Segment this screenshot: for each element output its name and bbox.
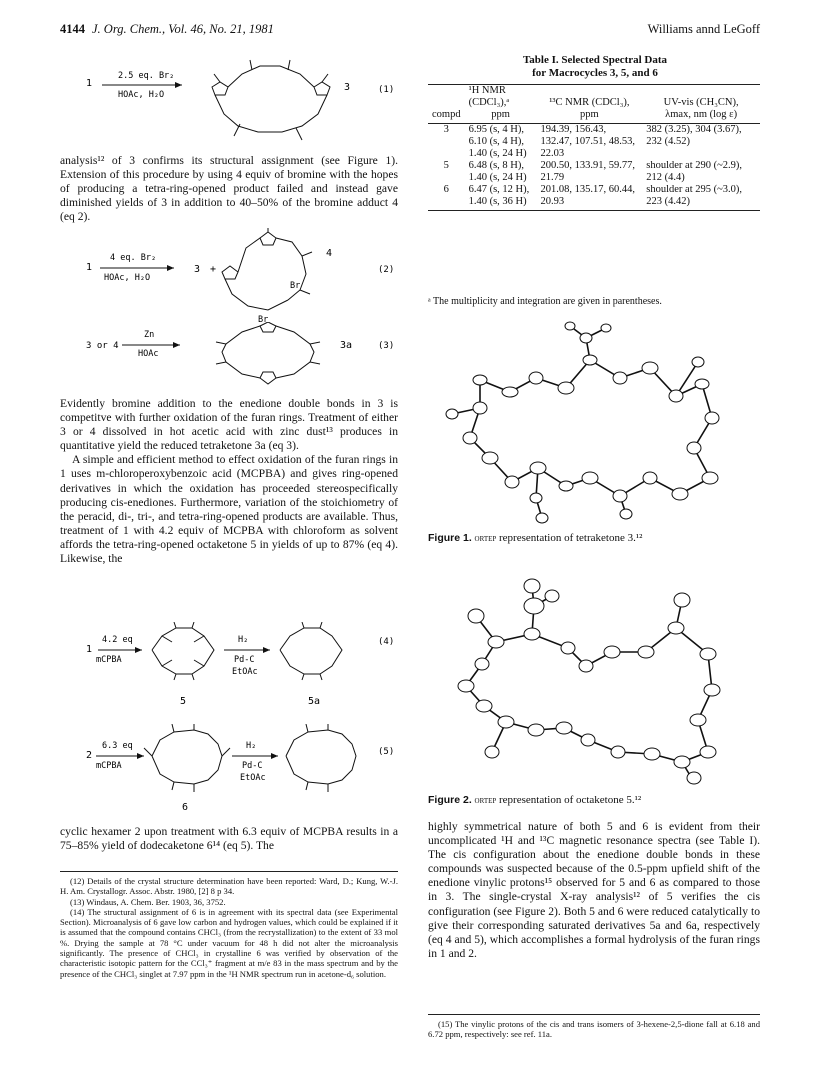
col-header-c-nmr-2: ppm — [536, 109, 642, 124]
equation-3-scheme — [82, 322, 404, 392]
macrocycle-3-structure — [212, 60, 330, 140]
eq2-plus-sign: + — [210, 264, 217, 275]
eq4-start-label: 1 — [86, 644, 93, 655]
footnote-12: (12) Details of the crystal structure determination have been reported: Ward, D.; Kung, W.-J. H. Am. Crystallogr. Assoc. Abstr. 1980, [2] 8 p 34. — [60, 876, 398, 897]
eq2-reagent-bottom: HOAc, H₂O — [104, 273, 151, 283]
running-authors: Williams annd LeGoff — [647, 22, 760, 36]
bromine-adduct-4-structure — [222, 228, 312, 310]
table-row — [428, 124, 760, 161]
equation-1-scheme — [82, 52, 404, 152]
cell-c-nmr: 194.39, 156.43, 132.47, 107.51, 48.53, 22.03 — [540, 124, 635, 159]
footnote-right — [428, 1019, 760, 1040]
figure-2-ortep-drawing — [436, 556, 746, 786]
dodecaketone-6-structure — [144, 724, 230, 792]
cell-h-nmr: 6.48 (s, 8 H), 1.40 (s, 24 H) — [468, 160, 527, 183]
col-header-h-nmr-2: (CDCl₃),ᵃ — [468, 97, 510, 108]
eq4-number: (4) — [378, 637, 395, 647]
footnote-rule-right — [428, 1014, 760, 1015]
cell-h-nmr: 6.47 (s, 12 H), 1.40 (s, 36 H) — [465, 184, 537, 211]
cell-c-nmr: 200.50, 133.91, 59.77, 21.79 — [540, 160, 635, 183]
table-row — [428, 184, 760, 211]
eq2-reagent-top: 4 eq. Br₂ — [110, 253, 157, 263]
eq5-start-label: 2 — [86, 750, 93, 761]
eq2-br-label-2: Br — [258, 315, 269, 325]
eq1-product-label: 3 — [344, 82, 351, 93]
eq5-reagent-top: 6.3 eq — [102, 741, 133, 751]
eq1-start-label: 1 — [86, 78, 93, 89]
eq2-product-b-label: 4 — [326, 248, 333, 259]
eq4-reagent2-top: H₂ — [238, 635, 249, 645]
eq4-label-a: 5 — [180, 696, 187, 707]
page-number: 4144 — [60, 22, 85, 36]
eq2-start-label: 1 — [86, 262, 93, 273]
table-row — [428, 160, 760, 184]
paragraph: analysis¹² of 3 confirms its structural assignment (see Figure 1). Extension of this procedure by using 4 equiv of bromine with the hopes of producing a tetra-ring-opened product failed and instead gave diminished yields of 3 in addition to 40–50% of the bromine adduct 4 (eq 2). — [60, 154, 398, 224]
table-title-line-2: for Macrocycles 3, 5, and 6 — [532, 67, 658, 79]
right-text-block — [428, 820, 760, 961]
eq2-br-label-1: Br — [290, 281, 301, 291]
paragraph: Evidently bromine addition to the enedione double bonds in 3 is competitve with further oxidation of the furan rings. Treatment of either 3 or 4 dissolved in hot acetic acid with zinc dust¹³ produces in quantitative yield the reduced tetraketone 3a (eq 3). — [60, 397, 398, 453]
cell-h-nmr: 6.95 (s, 4 H), 6.10 (s, 4 H), 1.40 (s, 24 H) — [468, 124, 527, 159]
cell-compd: 3 — [443, 124, 449, 135]
eq4-reagent-bottom: mCPBA — [96, 655, 122, 665]
figure-1-caption — [428, 532, 760, 544]
eq1-reagent-top: 2.5 eq. Br₂ — [118, 71, 175, 81]
cell-compd: 5 — [443, 160, 449, 171]
tetraketone-3a-structure — [216, 322, 320, 384]
eq4-reagent2-mid: Pd-C — [234, 655, 255, 665]
cell-uv: shoulder at 295 (~3.0), 223 (4.42) — [642, 184, 760, 211]
eq3-reagent-top: Zn — [144, 330, 155, 340]
table-title — [430, 54, 760, 80]
cell-compd: 6 — [428, 184, 465, 211]
left-text-block-3 — [60, 825, 398, 853]
footnote-13: (13) Windaus, A. Chem. Ber. 1903, 36, 3752. — [70, 896, 226, 907]
eq1-reagent-bottom: HOAc, H₂O — [118, 90, 165, 100]
cell-c-nmr: 201.08, 135.17, 60.44, 20.93 — [536, 184, 642, 211]
eq5-reagent-bottom: mCPBA — [96, 761, 122, 771]
footnotes-left — [60, 876, 398, 979]
eq5-reagent2-mid: Pd-C — [242, 761, 263, 771]
figure-1-label: Figure 1. — [428, 532, 472, 544]
journal-citation: J. Org. Chem., Vol. 46, No. 21, 1981 — [92, 22, 274, 36]
eq5-label-a: 6 — [182, 802, 189, 813]
col-header-uv-1: UV-vis (CH₃CN), — [663, 97, 739, 108]
equation-5-scheme — [82, 724, 404, 824]
figure-1-ortep-drawing — [440, 318, 740, 528]
col-header-c-nmr-1: ¹³C NMR (CDCl₃), — [549, 97, 630, 108]
footnote-15: (15) The vinylic protons of the cis and trans isomers of 3-hexene-2,5-dione fall at 6.18 and 6.72 ppm, respectively: see ref. 11a. — [428, 1019, 760, 1040]
eq3-product-label: 3a — [340, 340, 353, 351]
left-text-block-1 — [60, 154, 398, 224]
paragraph: highly symmetrical nature of both 5 and 6 is evident from their uncomplicated ¹H and ¹³C magnetic resonance spectra (see Table I). The cis configuration about the enedione double bonds in these compounds was suspected because of the 0.5-ppm upfield shift of the enedione vinylic protons¹⁵ observed for 5 and 6 as compared to those in 3. The single-crystal X-ray analysis¹² of 5 verifies the cis configuration (see Figure 2). Both 5 and 6 were reduced catalytically to give their corresponding saturated derivatives 5a and 6a, respectively (eq 4 and 5), which accomplishes a formal hydrolysis of the furan rings in 1 and 2. — [428, 820, 760, 960]
eq3-start-label: 3 or 4 — [86, 341, 119, 351]
figure-2-ortep: ortep — [474, 795, 497, 806]
eq4-label-b: 5a — [308, 696, 321, 707]
paragraph: cyclic hexamer 2 upon treatment with 6.3 equiv of MCPBA results in a 75–85% yield of dodecaketone 6¹⁴ (eq 5). The — [60, 825, 398, 853]
eq1-number: (1) — [378, 85, 395, 95]
eq3-number: (3) — [378, 341, 395, 351]
saturated-5a-structure — [280, 622, 342, 680]
col-header-compd: compd — [428, 109, 465, 124]
footnote-rule-left — [60, 871, 398, 872]
eq3-reagent-bottom: HOAc — [138, 349, 159, 359]
figure-1-ortep: ortep — [474, 533, 497, 544]
left-text-block-2 — [60, 397, 398, 566]
eq4-reagent-top: 4.2 eq — [102, 635, 133, 645]
eq5-reagent2-bottom: EtOAc — [240, 773, 266, 783]
eq5-reagent2-top: H₂ — [246, 741, 257, 751]
figure-2-caption-text: representation of octaketone 5.¹² — [499, 794, 642, 806]
cell-uv: 382 (3.25), 304 (3.67), 232 (4.52) — [646, 124, 742, 147]
eq4-reagent2-bottom: EtOAc — [232, 667, 258, 677]
equation-2-scheme — [82, 228, 404, 326]
col-header-h-nmr-3: ppm — [465, 109, 537, 124]
cell-uv: shoulder at 290 (~2.9), 212 (4.4) — [646, 160, 743, 183]
equation-4-scheme — [82, 622, 404, 718]
table-footnote: ᵃ The multiplicity and integration are given in parentheses. — [428, 296, 662, 307]
octaketone-5-structure — [152, 622, 214, 680]
footnote-14: (14) The structural assignment of 6 is in agreement with its spectral data (see Experimental Section). Microanalysis of 6 gave low carbon and hydrogen values, which could be explained if it is assumed that the compound contains CHCl₃ (from the recrystallization) to the extent of 33 mol %. Drying the sample at 78 °C under vacuum for 48 h did not alter the microanalysis significantly. The presence of CHCl₃ in crystalline 6 was verified by observation of the characteristic isotopic pattern for the CCl₃⁺ fragment at m/e 83 in the mass spectrum and by the presence of the CHCl₃ singlet at 7.97 ppm in the ¹H NMR spectrum run in acetone-d₆ solution. — [60, 906, 398, 979]
spectral-data-table — [428, 84, 760, 211]
eq2-number: (2) — [378, 265, 395, 275]
saturated-6a-structure — [286, 724, 356, 792]
figure-2-caption — [428, 794, 760, 806]
figure-1-caption-text: representation of tetraketone 3.¹² — [499, 532, 643, 544]
running-header — [60, 22, 760, 40]
col-header-uv-2: λmax, nm (log ε) — [642, 109, 760, 124]
eq5-number: (5) — [378, 747, 395, 757]
col-header-h-nmr-1: ¹H NMR — [465, 85, 537, 98]
eq2-product-a-label: 3 — [194, 264, 201, 275]
figure-2-label: Figure 2. — [428, 794, 472, 806]
table-title-line-1: Table I. Selected Spectral Data — [522, 54, 668, 66]
paragraph: A simple and efficient method to effect oxidation of the furan rings in 1 uses m-chloroperoxybenzoic acid (MCPBA) and gives ring-opened derivatives in which the oxidation has proceeded stereospecifically producing cis-enediones. Furthermore, variation of the stoichiometry of the peracid, di-, tri-, and tetra-ring-opened products are available. Thus, treatment of 1 with 4.2 equiv of MCPBA with chloroform as solvent affords the tetra-ring-opened octaketone 5 in yields of up to 87% (eq 4). Likewise, the — [60, 453, 398, 566]
